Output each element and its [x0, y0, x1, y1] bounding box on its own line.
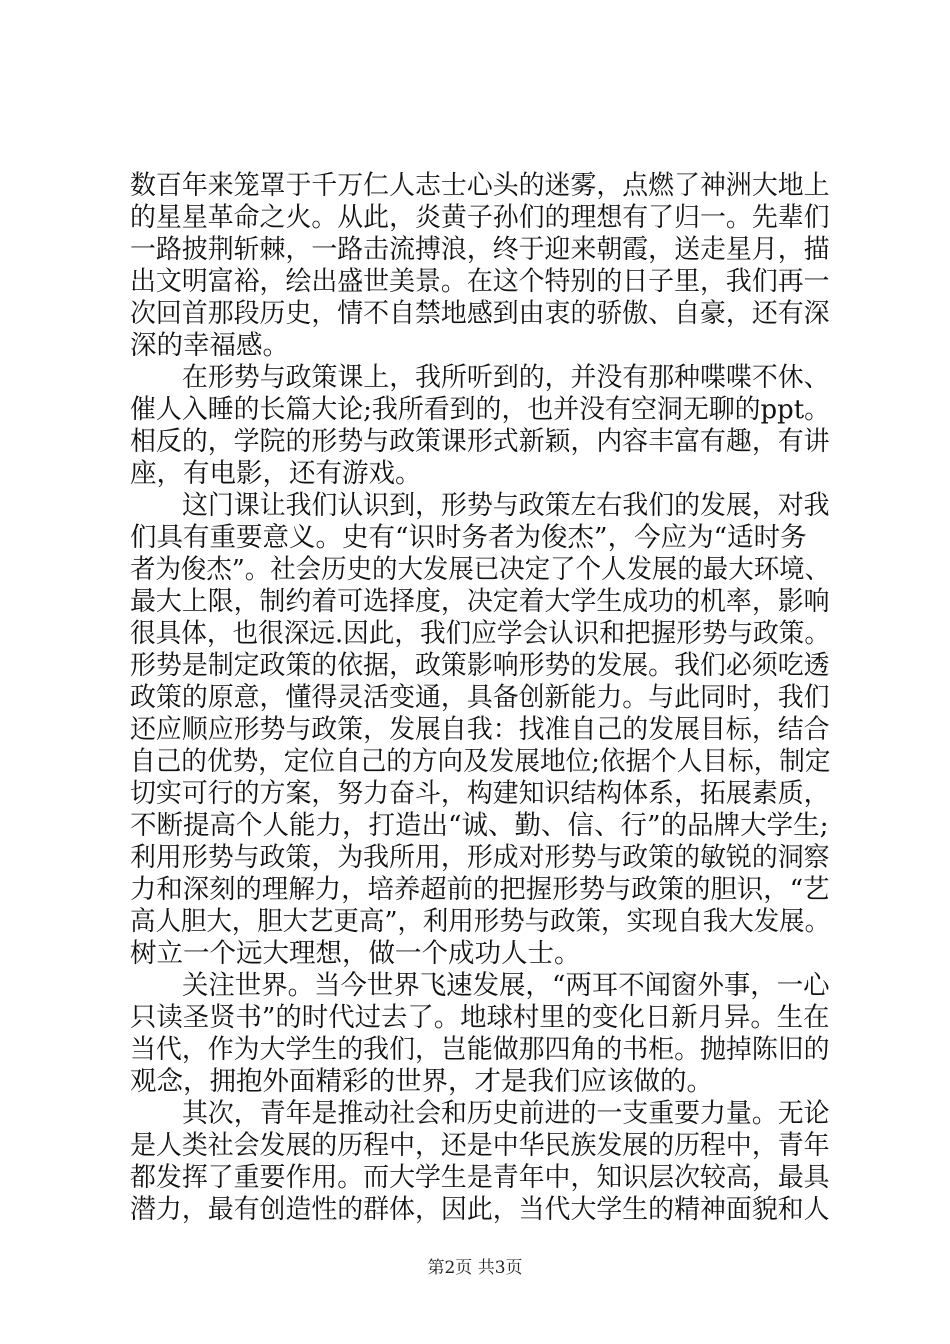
text-line: 都发挥了重要作用。而大学生是青年中，知识层次较高，最具: [130, 1162, 830, 1193]
page-number-footer: 第2页 共3页: [427, 1258, 523, 1278]
text-line: 者为俊杰”。社会历史的大发展已决定了个人发展的最大环境、: [130, 554, 831, 585]
text-line: 次回首那段历史，情不自禁地感到由衷的骄傲、自豪，还有深: [130, 298, 830, 329]
text-line: 观念，拥抱外面精彩的世界，才是我们应该做的。: [130, 1066, 713, 1097]
text-line: 催人入睡的长篇大论;我所看到的，也并没有空洞无聊的ppt。: [130, 394, 831, 425]
text-line: 座，有电影，还有游戏。: [130, 458, 422, 489]
text-line: 还应顺应形势与政策，发展自我：找准自己的发展目标，结合: [130, 714, 830, 745]
text-line: 一路披荆斩棘，一路击流搏浪，终于迎来朝霞，送走星月，描: [130, 234, 830, 265]
text-line: 只读圣贤书”的时代过去了。地球村里的变化日新月异。生在: [130, 1002, 830, 1033]
text-line: 相反的，学院的形势与政策课形式新颖，内容丰富有趣，有讲: [130, 426, 830, 457]
text-line: 潜力，最有创造性的群体，因此，当代大学生的精神面貌和人: [130, 1194, 830, 1225]
paragraph-first-line: 其次，青年是推动社会和历史前进的一支重要力量。无论: [182, 1098, 830, 1129]
text-line: 数百年来笼罩于千万仁人志士心头的迷雾，点燃了神洲大地上: [130, 170, 830, 201]
text-line: 深的幸福感。: [130, 330, 289, 361]
text-line: 自己的优势，定位自己的方向及发展地位;依据个人目标，制定: [130, 746, 831, 777]
text-line: 形势是制定政策的依据，政策影响形势的发展。我们必须吃透: [130, 650, 830, 681]
text-line: 的星星革命之火。从此，炎黄子孙们的理想有了归一。先辈们: [130, 202, 830, 233]
text-line: 很具体，也很深远.因此，我们应学会认识和把握形势与政策。: [130, 618, 830, 649]
text-line: 不断提高个人能力，打造出“诚、勤、信、行”的品牌大学生;: [130, 810, 829, 841]
text-line: 切实可行的方案，努力奋斗，构建知识结构体系，拓展素质，: [130, 778, 830, 809]
text-line: 最大上限，制约着可选择度，决定着大学生成功的机率，影响: [130, 586, 830, 617]
text-line: 是人类社会发展的历程中，还是中华民族发展的历程中，青年: [130, 1130, 830, 1161]
text-line: 出文明富裕，绘出盛世美景。在这个特别的日子里，我们再一: [130, 266, 830, 297]
text-line: 利用形势与政策，为我所用，形成对形势与政策的敏锐的洞察: [130, 842, 830, 873]
text-line: 树立一个远大理想，做一个成功人士。: [130, 938, 581, 969]
text-line: 当代，作为大学生的我们，岂能做那四角的书柜。抛掉陈旧的: [130, 1034, 830, 1065]
text-line: 们具有重要意义。史有“识时务者为俊杰”，今应为“适时务: [130, 522, 807, 553]
text-line: 力和深刻的理解力，培养超前的把握形势与政策的胆识，“艺: [130, 874, 830, 905]
paragraph-first-line: 关注世界。当今世界飞速发展，“两耳不闻窗外事，一心: [182, 970, 830, 1001]
text-line: 政策的原意，懂得灵活变通，具备创新能力。与此同时，我们: [130, 682, 830, 713]
document-body: [130, 170, 831, 1225]
text-line: 高人胆大，胆大艺更高”，利用形势与政策，实现自我大发展。: [130, 906, 831, 937]
paragraph-first-line: 这门课让我们认识到，形势与政策左右我们的发展，对我: [182, 490, 830, 521]
paragraph-first-line: 在形势与政策课上，我所听到的，并没有那种喋喋不休、: [182, 362, 830, 393]
